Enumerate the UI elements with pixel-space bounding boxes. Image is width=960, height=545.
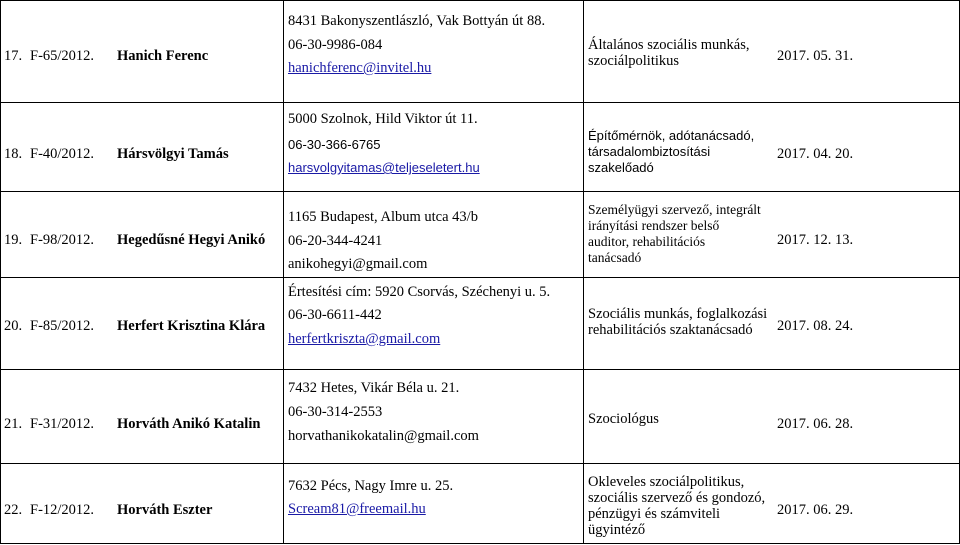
person-name: Hársvölgyi Tamás bbox=[117, 146, 229, 162]
row-divider bbox=[0, 102, 960, 103]
specialty-line: Szociológus bbox=[588, 411, 659, 427]
row-divider bbox=[0, 463, 960, 464]
specialty-line: Általános szociális munkás, bbox=[588, 37, 750, 53]
column-divider bbox=[583, 0, 584, 544]
email-link[interactable]: hanichferenc@invitel.hu bbox=[288, 60, 432, 76]
specialty-line: Építőmérnök, adótanácsadó, bbox=[588, 128, 755, 143]
row-number: 17. bbox=[4, 48, 23, 64]
address: 7432 Hetes, Vikár Béla u. 21. bbox=[288, 380, 460, 396]
expiry-date: 2017. 06. 29. bbox=[777, 502, 854, 518]
email-link[interactable]: harsvolgyitamas@teljeseletert.hu bbox=[288, 160, 480, 175]
column-divider bbox=[283, 0, 284, 544]
specialty-line: auditor, rehabilitációs bbox=[588, 234, 706, 249]
person-name: Hegedűsné Hegyi Anikó bbox=[117, 232, 266, 248]
phone: 06-30-366-6765 bbox=[288, 137, 381, 152]
registration-number: F-31/2012. bbox=[30, 416, 95, 432]
column-divider bbox=[0, 0, 1, 544]
registration-number: F-85/2012. bbox=[30, 318, 95, 334]
phone: 06-30-9986-084 bbox=[288, 37, 383, 53]
expiry-date: 2017. 04. 20. bbox=[777, 146, 854, 162]
expiry-date: 2017. 06. 28. bbox=[777, 416, 854, 432]
specialty-line: pénzügyi és számviteli bbox=[588, 506, 721, 522]
address: 5000 Szolnok, Hild Viktor út 11. bbox=[288, 111, 478, 127]
row-number: 22. bbox=[4, 502, 23, 518]
specialty-line: szociálpolitikus bbox=[588, 53, 680, 69]
specialty-line: szociális szervező és gondozó, bbox=[588, 490, 766, 506]
expiry-date: 2017. 12. 13. bbox=[777, 232, 854, 248]
specialty-line: Okleveles szociálpolitikus, bbox=[588, 474, 745, 490]
registration-number: F-40/2012. bbox=[30, 146, 95, 162]
row-divider bbox=[0, 0, 960, 1]
row-divider bbox=[0, 543, 960, 544]
row-number: 19. bbox=[4, 232, 23, 248]
registration-number: F-65/2012. bbox=[30, 48, 95, 64]
row-number: 21. bbox=[4, 416, 23, 432]
email-link[interactable]: herfertkriszta@gmail.com bbox=[288, 331, 441, 347]
expiry-date: 2017. 08. 24. bbox=[777, 318, 854, 334]
row-divider bbox=[0, 369, 960, 370]
row-number: 20. bbox=[4, 318, 23, 334]
row-number: 18. bbox=[4, 146, 23, 162]
registration-number: F-98/2012. bbox=[30, 232, 95, 248]
address: Értesítési cím: 5920 Csorvás, Széchenyi u. 5. bbox=[288, 284, 551, 300]
specialty-line: irányítási rendszer belső bbox=[588, 218, 720, 233]
specialty-line: ügyintéző bbox=[588, 522, 646, 538]
email: horvathanikokatalin@gmail.com bbox=[288, 428, 479, 444]
phone: 06-30-314-2553 bbox=[288, 404, 383, 420]
row-divider bbox=[0, 191, 960, 192]
person-name: Herfert Krisztina Klára bbox=[117, 318, 266, 334]
specialty-line: Szociális munkás, foglalkozási bbox=[588, 306, 768, 322]
email: anikohegyi@gmail.com bbox=[288, 256, 428, 272]
address: 1165 Budapest, Album utca 43/b bbox=[288, 209, 478, 225]
specialty-line: társadalombiztosítási bbox=[588, 144, 711, 159]
specialty-line: Személyügyi szervező, integrált bbox=[588, 202, 761, 217]
phone: 06-20-344-4241 bbox=[288, 233, 383, 249]
email-link[interactable]: Scream81@freemail.hu bbox=[288, 501, 426, 517]
row-divider bbox=[0, 277, 960, 278]
address: 7632 Pécs, Nagy Imre u. 25. bbox=[288, 478, 454, 494]
expiry-date: 2017. 05. 31. bbox=[777, 48, 854, 64]
phone: 06-30-6611-442 bbox=[288, 307, 382, 323]
registration-number: F-12/2012. bbox=[30, 502, 95, 518]
specialty-line: tanácsadó bbox=[588, 250, 642, 265]
specialty-line: rehabilitációs szaktanácsadó bbox=[588, 322, 753, 338]
person-name: Horváth Eszter bbox=[117, 502, 213, 518]
address: 8431 Bakonyszentlászló, Vak Bottyán út 88. bbox=[288, 13, 546, 29]
specialty-line: szakelőadó bbox=[588, 160, 654, 175]
person-name: Horváth Anikó Katalin bbox=[117, 416, 261, 432]
person-name: Hanich Ferenc bbox=[117, 48, 209, 64]
